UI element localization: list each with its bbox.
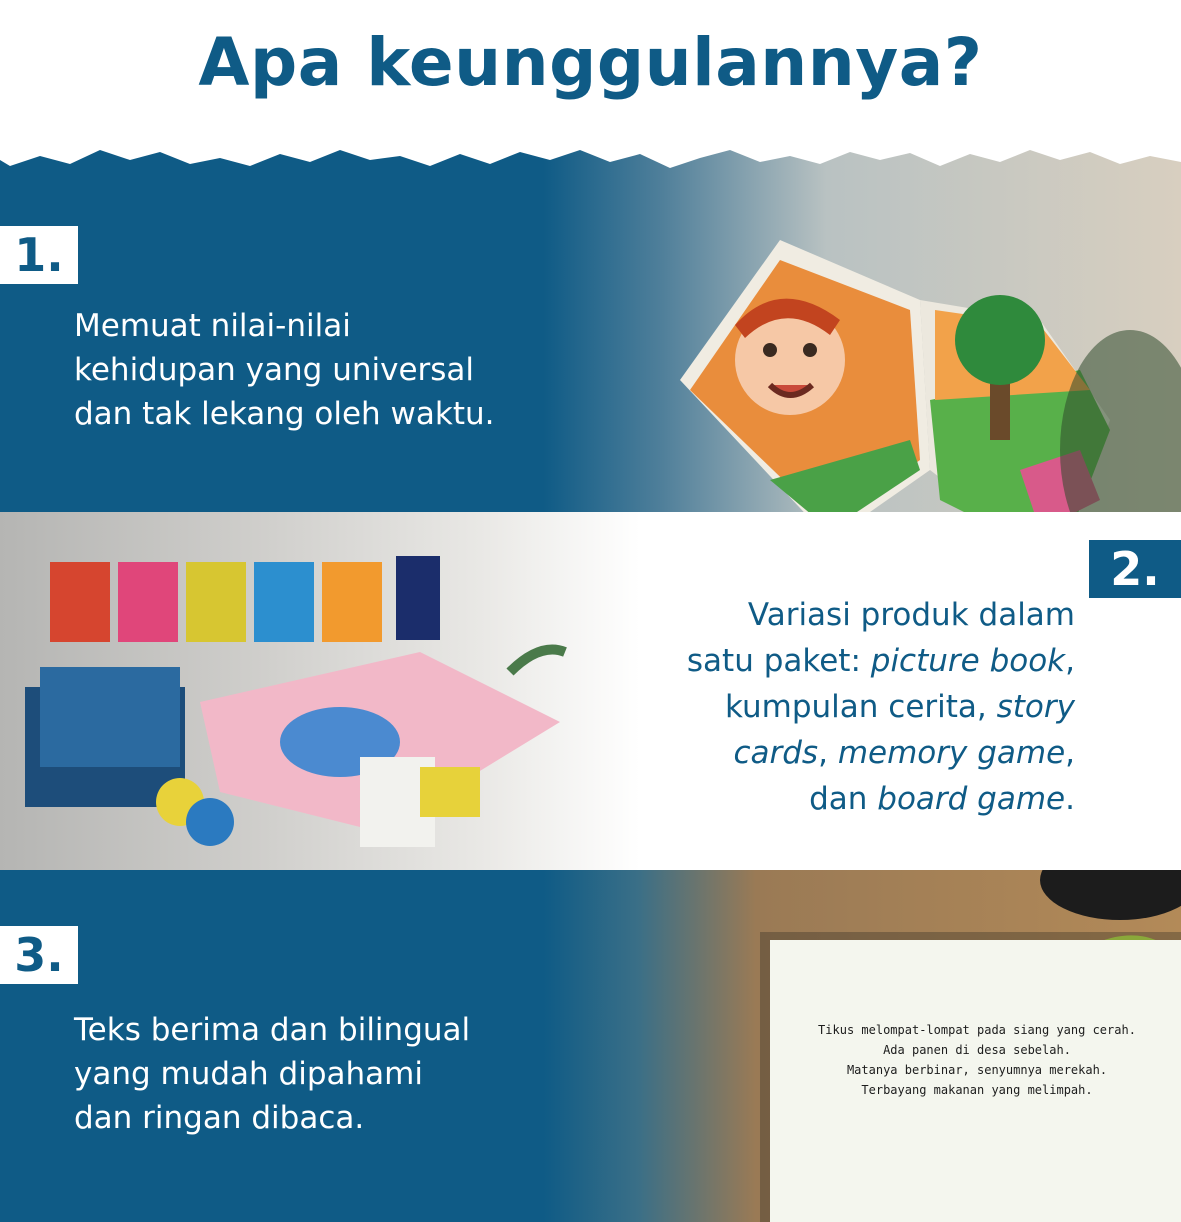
product-set-illustration (0, 512, 640, 870)
feature-3-number-badge: 3. (0, 926, 78, 984)
feature-2-number-badge: 2. (1089, 540, 1181, 598)
book-excerpt-line: Ada panen di desa sebelah. (883, 1043, 1071, 1057)
feature-1-line: Memuat nilai-nilai (74, 308, 351, 344)
feature-3-line: yang mudah dipahami (74, 1056, 423, 1092)
feature-3-line: Teks berima dan bilingual (74, 1012, 471, 1048)
book-excerpt-line: Matanya berbinar, senyumnya merekah. (846, 1063, 1108, 1077)
page-title: Apa keunggulannya? (198, 24, 983, 101)
feature-1-line: dan tak lekang oleh waktu. (74, 396, 495, 432)
feature-3-line: dan ringan dibaca. (74, 1100, 365, 1136)
feature-2-line: dan board game. (809, 781, 1075, 817)
feature-1-text (74, 304, 594, 436)
feature-1-line: kehidupan yang universal (74, 352, 475, 388)
feature-2-line: cards, memory game, (733, 735, 1075, 771)
feature-3-text (74, 1008, 594, 1140)
feature-1-number-badge: 1. (0, 226, 78, 284)
book-excerpt-line: Terbayang makanan yang melimpah. (861, 1083, 1093, 1097)
book-excerpt-line: Tikus melompat-lompat pada siang yang cerah. (818, 1023, 1136, 1037)
feature-2-line: Variasi produk dalam (747, 597, 1075, 633)
book-excerpt (812, 1020, 1142, 1100)
title-area (0, 0, 1181, 160)
feature-2-text (555, 592, 1075, 822)
product-set-photo (0, 512, 640, 870)
feature-2-line: kumpulan cerita, story (725, 689, 1075, 725)
torn-paper-edge (0, 138, 1181, 178)
feature-2-line: satu paket: picture book, (686, 643, 1075, 679)
